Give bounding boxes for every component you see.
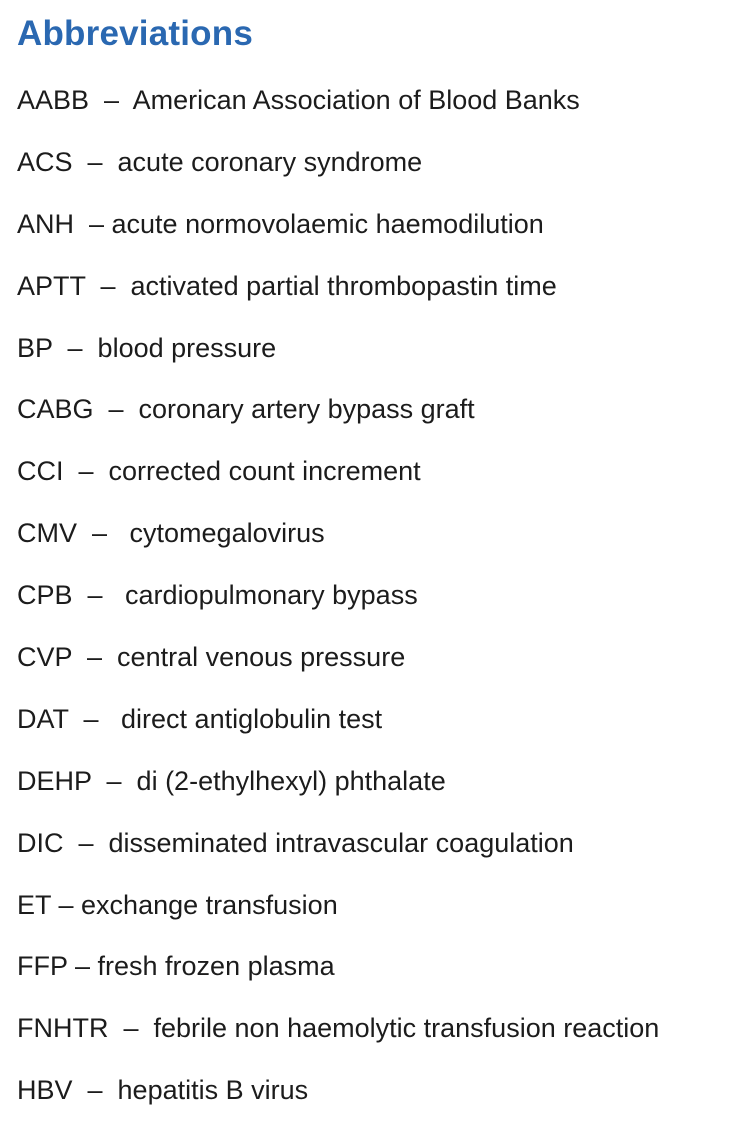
list-item: HBV – hepatitis B virus bbox=[17, 1075, 309, 1106]
list-item: AABB – American Association of Blood Banks bbox=[17, 85, 580, 115]
list-item: BP – blood pressure bbox=[17, 332, 277, 363]
list-item: DIC – disseminated intravascular coagulation bbox=[17, 827, 574, 858]
list-item: DAT – direct antiglobulin test bbox=[17, 703, 383, 734]
list-item: APTT – activated partial thrombopastin time bbox=[17, 270, 557, 301]
list-item: ANH – acute normovolaemic haemodilution bbox=[17, 208, 544, 239]
list-item: FNHTR – febrile non haemolytic transfusion reaction bbox=[17, 1013, 660, 1044]
abbreviation-list bbox=[17, 80, 727, 1132]
list-item: CPB – cardiopulmonary bypass bbox=[17, 580, 418, 611]
list-item: ET – exchange transfusion bbox=[17, 889, 338, 920]
page-title: Abbreviations bbox=[17, 14, 253, 53]
list-item: FFP – fresh frozen plasma bbox=[17, 951, 335, 982]
list-item: CVP – central venous pressure bbox=[17, 642, 406, 673]
list-item: CABG – coronary artery bypass graft bbox=[17, 394, 475, 425]
list-item: CCI – corrected count increment bbox=[17, 456, 421, 487]
list-item: CMV – cytomegalovirus bbox=[17, 518, 325, 549]
list-item: DEHP – di (2-ethylhexyl) phthalate bbox=[17, 765, 446, 796]
list-item: ACS – acute coronary syndrome bbox=[17, 146, 423, 177]
